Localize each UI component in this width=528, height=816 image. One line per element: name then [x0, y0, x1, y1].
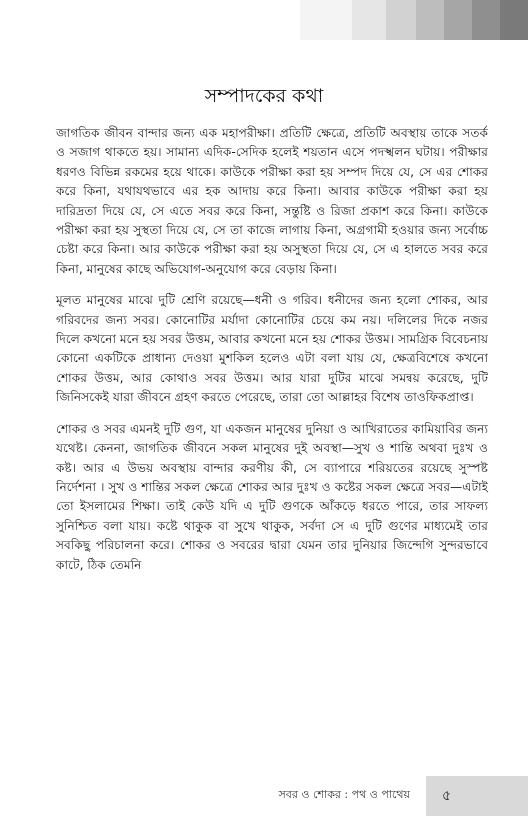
header-bar [416, 0, 444, 40]
header-bar [500, 0, 528, 40]
header-decoration-bars [300, 0, 528, 40]
paragraph: জাগতিক জীবন বান্দার জন্য এক মহাপরীক্ষা। প্রতিটি ক্ষেত্রে, প্রতিটি অবস্থায় তাকে সতর্ক ও সজাগ থাকতে হয়। সামান্য এদিক-সেদিক হলেই শয়তান এসে পদস্খলন ঘটায়। পরীক্ষার ধরণও বিভিন্ন রকমের হয়ে থাকে। কাউকে পরীক্ষা করা হয় সম্পদ দিয়ে যে, সে এর শোকর করে কিনা, যথাযথভাবে এর হক আদায় করে কিনা। আবার কাউকে পরীক্ষা করা হয় দারিদ্রতা দিয়ে যে, সে এতে সবর করে কিনা, সন্তুষ্টি ও রিজা প্রকাশ করে কিনা। কাউকে পরীক্ষা করা হয় সুস্থতা দিয়ে যে, সে তা কাজে লাগায় কিনা, অগ্রগামী হওয়ার জন্য সর্বোচ্চ চেষ্টা করে কিনা। আর কাউকে পরীক্ষা করা হয় অসুস্থতা দিয়ে যে, সে এ হালতে সবর করে কিনা, মানুষের কাছে অভিযোগ-অনুযোগ করে বেড়ায় কিনা। [56, 126, 488, 276]
paragraph: মূলত মানুষের মাঝে দুটি শ্রেণি রয়েছে—ধনী ও গরিব। ধনীদের জন্য হলো শোকর, আর গরিবদের জন্য সবর। কোনোটির মর্যাদা কোনোটির চেয়ে কম নয়। দলিলের দিকে নজর দিলে কখনো মনে হয় সবর উত্তম, আবার কখনো মনে হয় শোকর উত্তম। সামগ্রিক বিবেচনায় কোনো একটিকে প্রাধান্য দেওয়া মুশকিল হলেও এটা বলা যায় যে, ক্ষেত্রবিশেষে কখনো শোকর উত্তম, আর কোথাও সবর উত্তম। আর যারা দুটির মাঝে সমন্বয় করেছে, দুটি জিনিসকেই যারা জীবনে গ্রহণ করতে পেরেছে, তারা তো আল্লাহর বিশেষ তাওফিকপ্রাপ্ত। [56, 293, 488, 405]
footer-book-title: সবর ও শোকর : পথ ও পাথেয় [278, 788, 410, 801]
page-number-box [426, 776, 528, 816]
header-bar [472, 0, 500, 40]
header-bar [444, 0, 472, 40]
page-title: সম্পাদকের কথা [204, 85, 324, 107]
page-number: ৫ [442, 788, 452, 804]
paragraph: শোকর ও সবর এমনই দুটি গুণ, যা একজন মানুষের দুনিয়া ও আখিরাতের কামিয়াবির জন্য যথেষ্ট। কেননা, জাগতিক জীবনে সকল মানুষের দুই অবস্থা—সুখ ও শান্তি অথবা দুঃখ ও কষ্ট। আর এ উভয় অবস্থায় বান্দার করণীয় কী, সে ব্যাপারে শরিয়তের রয়েছে সুস্পষ্ট নির্দেশনা । সুখ ও শান্তির সকল ক্ষেত্রে শোকর আর দুঃখ ও কষ্টের সকল ক্ষেত্রে সবর—এটাই তো ইসলামের শিক্ষা। তাই কেউ যদি এ দুটি গুণকে আঁকড়ে ধরতে পারে, তার সাফল্য সুনিশ্চিত বলা যায়। কষ্টে থাকুক বা সুখে থাকুক, সর্বদা সে এ দুটি গুণের মাধ্যমেই তার সবকিছু পরিচালনা করে। শোকর ও সবরের দ্বারা যেমন তার দুনিয়ার জিন্দেগি সুন্দরভাবে কাটে, ঠিক তেমনি [56, 421, 488, 572]
page-body [56, 124, 488, 587]
header-bar [386, 0, 416, 40]
page-footer [0, 776, 528, 816]
header-bar [300, 0, 352, 40]
header-bar [352, 0, 386, 40]
